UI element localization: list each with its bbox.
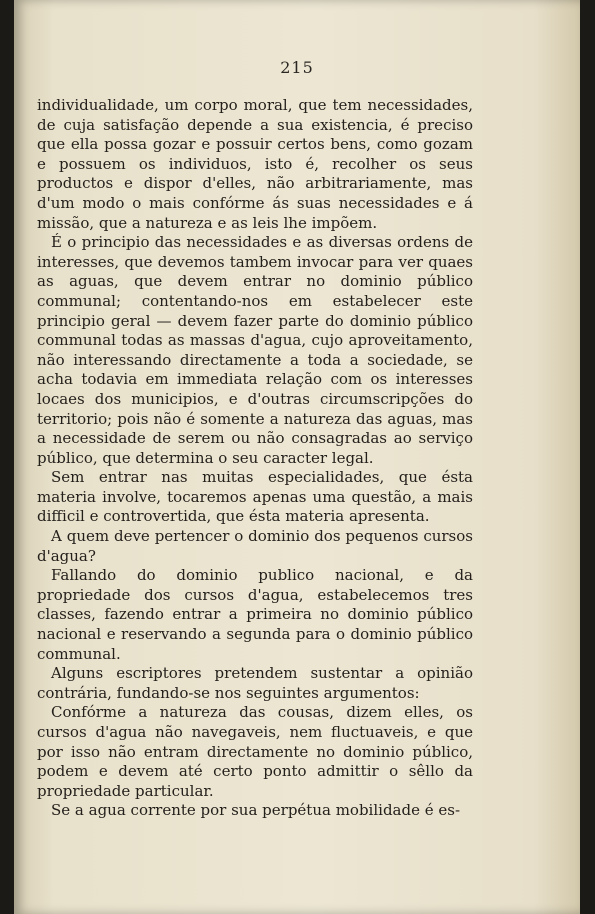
- paragraph: Confórme a natureza das cousas, dizem elles, os cursos d'agua não navegaveis, nem fluctuaveis, e que por isso não entram directamente no dominio público, podem e devem até certo ponto admittir o sêllo da propriedade particular.: [37, 703, 473, 800]
- paragraph: individualidade, um corpo moral, que tem necessidades, de cuja satisfação depende a sua existencia, é preciso que ella possa gozar e possuir certos bens, como gozam e possuem os individuos, isto é, recolher os seus productos e dispor d'elles, não arbitrariamente, mas d'um modo o mais confórme ás suas necessidades e á missão, que a natureza e as leis lhe impõem.: [37, 96, 473, 232]
- paragraph: É o principio das necessidades e as diversas ordens de interesses, que devemos tambem invocar para ver quaes as aguas, que devem entrar no dominio público communal; contentando-nos em estabelecer este principio geral — devem fazer parte do dominio público communal todas as massas d'agua, cujo aproveitamento, não interessando directamente a toda a sociedade, se acha todavia em immediata relação com os interesses locaes dos municipios, e d'outras circumscripções do territorio; pois não é somente a natureza das aguas, mas a necessidade de serem ou não consagradas ao serviço público, que determina o seu caracter legal.: [37, 233, 473, 467]
- paragraph: Sem entrar nas muitas especialidades, que ésta materia involve, tocaremos apenas uma questão, a mais difficil e controvertida, que ésta materia apresenta.: [37, 468, 473, 526]
- paragraph: A quem deve pertencer o dominio dos pequenos cursos d'agua?: [37, 527, 473, 565]
- body-text: [37, 96, 473, 821]
- book-page: [14, 0, 580, 914]
- page-number: 215: [280, 58, 314, 77]
- paragraph: Fallando do dominio publico nacional, e da propriedade dos cursos d'agua, estabelecemos tres classes, fazendo entrar a primeira no dominio público nacional e reservando a segunda para o dominio público communal.: [37, 566, 473, 663]
- paragraph: Alguns escriptores pretendem sustentar a opinião contrária, fundando-se nos seguintes argumentos:: [37, 664, 473, 702]
- paragraph: Se a agua corrente por sua perpétua mobilidade é es-: [51, 801, 461, 820]
